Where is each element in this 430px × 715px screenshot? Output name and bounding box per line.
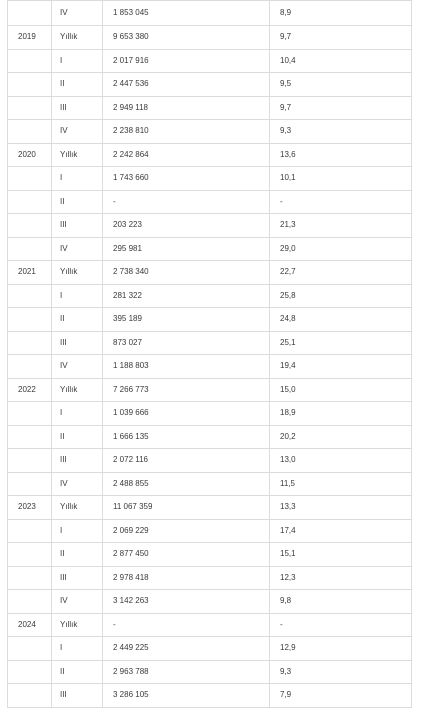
value-cell: 2 978 418 (103, 566, 270, 590)
table-row (8, 167, 412, 191)
table-row (8, 355, 412, 379)
year-cell: 2024 (8, 613, 52, 637)
table-row (8, 519, 412, 543)
period-cell: II (52, 543, 103, 567)
year-cell (8, 331, 52, 355)
period-cell: III (52, 214, 103, 238)
statistics-table-container (7, 0, 411, 708)
period-cell: III (52, 684, 103, 708)
value-cell: 11 067 359 (103, 496, 270, 520)
percent-cell: 9,7 (270, 96, 412, 120)
year-cell (8, 1, 52, 26)
table-row (8, 472, 412, 496)
percent-cell: 10,1 (270, 167, 412, 191)
table-row (8, 566, 412, 590)
table-row (8, 378, 412, 402)
table-row (8, 613, 412, 637)
period-cell: III (52, 566, 103, 590)
value-cell: 1 853 045 (103, 1, 270, 26)
percent-cell: 25,8 (270, 284, 412, 308)
period-cell: I (52, 167, 103, 191)
percent-cell: 8,9 (270, 1, 412, 26)
table-row (8, 143, 412, 167)
period-cell: III (52, 331, 103, 355)
year-cell: 2023 (8, 496, 52, 520)
year-cell (8, 472, 52, 496)
period-cell: IV (52, 590, 103, 614)
table-row (8, 26, 412, 50)
period-cell: IV (52, 355, 103, 379)
percent-cell: 24,8 (270, 308, 412, 332)
value-cell: 2 069 229 (103, 519, 270, 543)
table-row (8, 96, 412, 120)
percent-cell: 9,3 (270, 120, 412, 144)
period-cell: Yıllık (52, 613, 103, 637)
value-cell: 3 286 105 (103, 684, 270, 708)
percent-cell: 13,3 (270, 496, 412, 520)
value-cell: 7 266 773 (103, 378, 270, 402)
percent-cell: 19,4 (270, 355, 412, 379)
year-cell (8, 590, 52, 614)
year-cell (8, 120, 52, 144)
value-cell: - (103, 613, 270, 637)
period-cell: II (52, 190, 103, 214)
value-cell: 3 142 263 (103, 590, 270, 614)
period-cell: I (52, 519, 103, 543)
year-cell (8, 167, 52, 191)
value-cell: 2 449 225 (103, 637, 270, 661)
table-row (8, 637, 412, 661)
period-cell: IV (52, 472, 103, 496)
year-cell (8, 519, 52, 543)
table-row (8, 402, 412, 426)
percent-cell: 9,3 (270, 660, 412, 684)
value-cell: 1 188 803 (103, 355, 270, 379)
table-row (8, 425, 412, 449)
year-cell (8, 214, 52, 238)
value-cell: 873 027 (103, 331, 270, 355)
value-cell: 2 949 118 (103, 96, 270, 120)
period-cell: IV (52, 1, 103, 26)
value-cell: 1 039 666 (103, 402, 270, 426)
year-cell (8, 308, 52, 332)
year-cell: 2019 (8, 26, 52, 50)
percent-cell: 17,4 (270, 519, 412, 543)
percent-cell: 9,5 (270, 73, 412, 97)
value-cell: 1 666 135 (103, 425, 270, 449)
value-cell: 2 877 450 (103, 543, 270, 567)
value-cell: 2 072 116 (103, 449, 270, 473)
year-cell (8, 96, 52, 120)
percent-cell: 13,6 (270, 143, 412, 167)
period-cell: II (52, 425, 103, 449)
table-body (8, 1, 412, 708)
percent-cell: 18,9 (270, 402, 412, 426)
year-cell (8, 543, 52, 567)
period-cell: I (52, 284, 103, 308)
table-row (8, 684, 412, 708)
percent-cell: 10,4 (270, 49, 412, 73)
value-cell: 2 017 916 (103, 49, 270, 73)
year-cell (8, 660, 52, 684)
table-row (8, 261, 412, 285)
value-cell: 203 223 (103, 214, 270, 238)
table-row (8, 308, 412, 332)
period-cell: I (52, 637, 103, 661)
percent-cell: 25,1 (270, 331, 412, 355)
year-cell (8, 684, 52, 708)
year-cell (8, 284, 52, 308)
year-cell (8, 449, 52, 473)
period-cell: IV (52, 237, 103, 261)
table-row (8, 284, 412, 308)
statistics-table (7, 0, 412, 708)
percent-cell: 9,8 (270, 590, 412, 614)
percent-cell: - (270, 613, 412, 637)
period-cell: Yıllık (52, 143, 103, 167)
year-cell (8, 49, 52, 73)
percent-cell: 15,1 (270, 543, 412, 567)
percent-cell: 20,2 (270, 425, 412, 449)
year-cell (8, 425, 52, 449)
year-cell: 2021 (8, 261, 52, 285)
period-cell: Yıllık (52, 261, 103, 285)
value-cell: 395 189 (103, 308, 270, 332)
period-cell: II (52, 73, 103, 97)
value-cell: 295 981 (103, 237, 270, 261)
period-cell: II (52, 308, 103, 332)
year-cell: 2022 (8, 378, 52, 402)
table-row (8, 237, 412, 261)
period-cell: III (52, 449, 103, 473)
percent-cell: 22,7 (270, 261, 412, 285)
percent-cell: 13,0 (270, 449, 412, 473)
period-cell: Yıllık (52, 378, 103, 402)
table-row (8, 73, 412, 97)
value-cell: 2 963 788 (103, 660, 270, 684)
year-cell (8, 237, 52, 261)
value-cell: 2 738 340 (103, 261, 270, 285)
percent-cell: 15,0 (270, 378, 412, 402)
value-cell: - (103, 190, 270, 214)
table-row (8, 214, 412, 238)
value-cell: 2 488 855 (103, 472, 270, 496)
table-row (8, 660, 412, 684)
percent-cell: 12,9 (270, 637, 412, 661)
value-cell: 2 238 810 (103, 120, 270, 144)
period-cell: I (52, 402, 103, 426)
percent-cell: 21,3 (270, 214, 412, 238)
value-cell: 9 653 380 (103, 26, 270, 50)
year-cell (8, 355, 52, 379)
table-row (8, 120, 412, 144)
period-cell: IV (52, 120, 103, 144)
percent-cell: - (270, 190, 412, 214)
value-cell: 2 447 536 (103, 73, 270, 97)
table-row (8, 49, 412, 73)
period-cell: I (52, 49, 103, 73)
percent-cell: 11,5 (270, 472, 412, 496)
year-cell (8, 637, 52, 661)
table-row (8, 543, 412, 567)
year-cell (8, 190, 52, 214)
year-cell (8, 566, 52, 590)
percent-cell: 7,9 (270, 684, 412, 708)
percent-cell: 9,7 (270, 26, 412, 50)
value-cell: 1 743 660 (103, 167, 270, 191)
period-cell: Yıllık (52, 496, 103, 520)
table-row (8, 331, 412, 355)
value-cell: 2 242 864 (103, 143, 270, 167)
year-cell (8, 73, 52, 97)
percent-cell: 29,0 (270, 237, 412, 261)
table-row (8, 496, 412, 520)
period-cell: III (52, 96, 103, 120)
table-row (8, 449, 412, 473)
period-cell: Yıllık (52, 26, 103, 50)
year-cell: 2020 (8, 143, 52, 167)
period-cell: II (52, 660, 103, 684)
table-row (8, 1, 412, 26)
percent-cell: 12,3 (270, 566, 412, 590)
value-cell: 281 322 (103, 284, 270, 308)
table-row (8, 190, 412, 214)
table-row (8, 590, 412, 614)
year-cell (8, 402, 52, 426)
